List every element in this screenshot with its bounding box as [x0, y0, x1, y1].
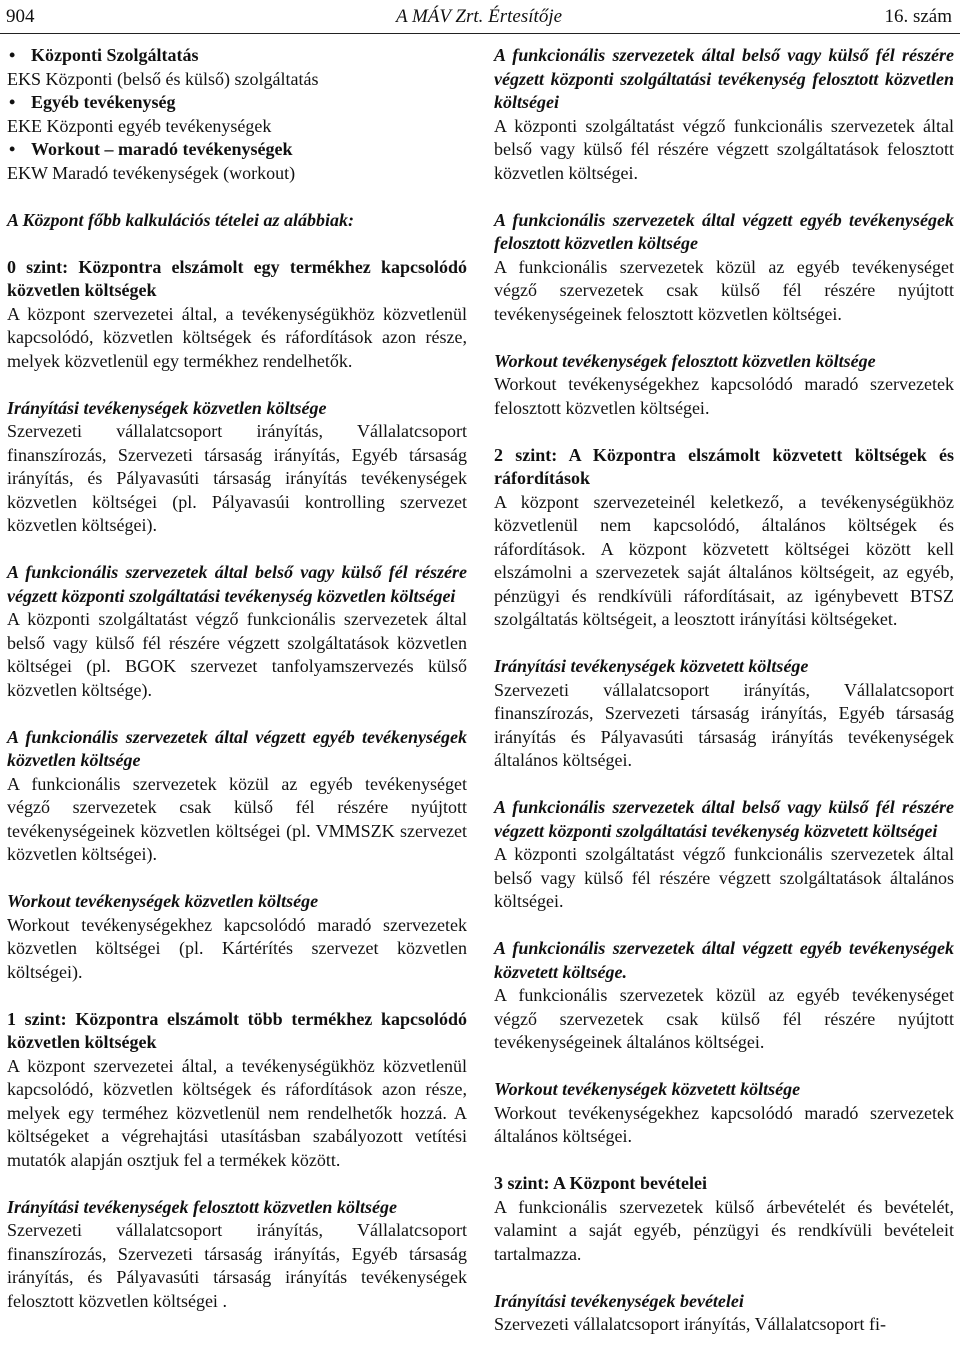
section-body: A központ szervezetei által, a tevékenységükhöz közvetlenül kapcsolódó, közvetlen költségek és ráfordítások azon része, melyek egy terméhez közvetlenül nem rendelhetők hozzá. A költségeket a végrehajtási utasításban szabályozott vetítési mutatók alapján osztjuk fel a termékek között.: [7, 1055, 467, 1170]
section: [7, 561, 467, 702]
section-body: A funkcionális szervezetek közül az egyéb tevékenységet végző szervezetek csak külső fél részére nyújtott tevékenységeinek közvetlen költségei (pl. VMMSZK szervezet közvetlen költségei).: [7, 773, 467, 864]
section: [494, 1172, 954, 1266]
section-body: Workout tevékenységekhez kapcsolódó maradó szervezetek felosztott közvetlen költségei.: [494, 374, 954, 418]
section-heading: Irányítási tevékenységek közvetlen költsége: [7, 397, 327, 418]
publication-title: A MÁV Zrt. Értesítője: [395, 6, 563, 27]
section-body: Szervezeti vállalatcsoport irányítás, Vállalatcsoport finanszírozás, Szervezeti társaság irányítás, Egyéb társaság irányítás és Pályavasúti társaság irányítás tevékenységek általános költségei.: [494, 679, 954, 770]
section-body: A központ szervezeteinél keletkező, a tevékenységükhöz közvetlenül nem kapcsolódó, általános költségek és ráfordítások. A központ közvetett költségei között kell elszámolni a szervezetek saját általános költségeit, az egyéb, pénzügyi és rendkívüli ráfordításait, az igénybevett BTSZ szolgáltatás költségeit, a leosztott irányítási költségeket.: [494, 491, 954, 629]
section-heading: 0 szint: Központra elszámolt egy termékhez kapcsolódó közvetlen költségek: [7, 256, 467, 300]
section-heading: 3 szint: A Központ bevételei: [494, 1173, 707, 1193]
section-body: A központi szolgáltatást végző funkcionális szervezetek által belső vagy külső fél részére végzett szolgáltatások felosztott közvetlen költségei.: [494, 115, 954, 183]
section: [494, 1078, 954, 1149]
section-body: Workout tevékenységekhez kapcsolódó maradó szervezetek közvetlen költségei (pl. Kártérítés szervezet közvetlen költségei).: [7, 914, 467, 982]
section: [494, 655, 954, 773]
section-heading: A funkcionális szervezetek által belső vagy külső fél részére végzett központi szolgáltatási tevékenység közvetett költségei: [494, 797, 954, 841]
section-body: A funkcionális szervezetek közül az egyéb tevékenységet végző szervezetek csak külső fél részére nyújtott tevékenységeinek felosztott közvetlen költségei.: [494, 256, 954, 324]
section-body: Szervezeti vállalatcsoport irányítás, Vállalatcsoport finanszírozás, Szervezeti társaság irányítás, Egyéb társaság irányítás, és Pályavasúti társaság irányítás tevékenységek közvetlen költségei (pl. Pályavasúi kontrolling szervezet közvetlen költségei).: [7, 421, 467, 535]
section-body: A központi szolgáltatást végző funkcionális szervezetek által belső vagy külső fél részére végzett szolgáltatások általános költségei.: [494, 844, 954, 911]
header-rule: [0, 33, 960, 34]
section: [7, 1008, 467, 1173]
section-heading: Workout tevékenységek felosztott közvetlen költsége: [494, 350, 876, 371]
section: [494, 1290, 954, 1337]
list-item-desc: EKE Központi egyéb tevékenységek: [7, 115, 272, 136]
section-body: Workout tevékenységekhez kapcsolódó maradó szervezetek általános költségei.: [494, 1102, 954, 1146]
issue-number: 16. szám: [884, 6, 952, 27]
section: [494, 796, 954, 914]
list-item-bullet: • Központi Szolgáltatás: [7, 44, 467, 68]
right-sections: [494, 44, 954, 1337]
list-item-desc: EKW Maradó tevékenységek (workout): [7, 162, 296, 183]
section-heading: Irányítási tevékenységek felosztott közvetlen költsége: [7, 1196, 397, 1217]
section-heading: Workout tevékenységek közvetlen költsége: [7, 891, 319, 911]
section-body: A központi szolgáltatást végző funkcionális szervezetek által belső vagy külső fél részére végzett szolgáltatások közvetlen költségei (pl. BGOK szervezet tanfolyamszervezés külső közvetlen költsége).: [7, 609, 467, 700]
section: [494, 350, 954, 421]
section-heading: Irányítási tevékenységek közvetett költsége: [494, 656, 809, 676]
list-item-bullet: • Workout – maradó tevékenységek: [7, 138, 467, 162]
page-number: 904: [6, 6, 35, 27]
section: [7, 397, 467, 538]
right-column: [494, 44, 954, 1337]
section: [7, 1196, 467, 1314]
list-item-bullet: • Egyéb tevékenység: [7, 91, 467, 115]
section: [7, 890, 467, 984]
section-heading: Irányítási tevékenységek bevételei: [494, 1290, 744, 1311]
section-body: A funkcionális szervezetek közül az egyéb tevékenységet végző szervezetek csak külső fél részére nyújtott tevékenységeinek általános költségei.: [494, 985, 954, 1052]
section-body: Szervezeti vállalatcsoport irányítás, Vállalatcsoport finanszírozás, Szervezeti társaság irányítás, Egyéb társaság irányítás, és Pályavasúti társaság irányítás tevékenységek felosztott közvetlen költségei .: [7, 1220, 467, 1311]
left-sections: [7, 256, 467, 1314]
section-heading: A funkcionális szervezetek által végzett egyéb tevékenységek felosztott közvetlen költsége: [494, 209, 954, 253]
section-body: A funkcionális szervezetek külső árbevételét és bevételét, valamint a saját egyéb, pénzügyi és rendkívüli bevételeit tartalmazza.: [494, 1196, 954, 1264]
page-header: [6, 3, 952, 31]
section-heading: A funkcionális szervezetek által végzett egyéb tevékenységek közvetett költsége.: [494, 938, 954, 982]
section-body: Szervezeti vállalatcsoport irányítás, Vállalatcsoport fi-: [494, 1314, 887, 1334]
section-heading: 2 szint: A Központra elszámolt közvetett költségek és ráfordítások: [494, 444, 954, 488]
section: [494, 444, 954, 632]
section: [7, 726, 467, 867]
category-list: [7, 44, 467, 185]
section-body: A központ szervezetei által, a tevékenységükhöz közvetlenül kapcsolódó, közvetlen költségek és ráfordítások azon része, melyek közvetlenül egy termékhez rendelhetők.: [7, 303, 467, 371]
section-heading: A funkcionális szervezetek által belső vagy külső fél részére végzett központi szolgáltatási tevékenység közvetlen költségei: [7, 562, 467, 606]
intro-heading: A Központ főbb kalkulációs tételei az alábbiak:: [7, 209, 355, 230]
section: [494, 44, 954, 185]
section-heading: A funkcionális szervezetek által végzett egyéb tevékenységek közvetlen költsége: [7, 726, 467, 770]
section-heading: A funkcionális szervezetek által belső vagy külső fél részére végzett központi szolgáltatási tevékenység felosztott közvetlen költségei: [494, 45, 954, 112]
section: [7, 256, 467, 374]
section: [494, 209, 954, 327]
left-column: [7, 44, 467, 1313]
list-item-desc: EKS Központi (belső és külső) szolgáltatás: [7, 68, 319, 89]
section-heading: 1 szint: Központra elszámolt több termékhez kapcsolódó közvetlen költségek: [7, 1008, 467, 1052]
section-heading: Workout tevékenységek közvetett költsége: [494, 1079, 801, 1099]
section: [494, 937, 954, 1055]
